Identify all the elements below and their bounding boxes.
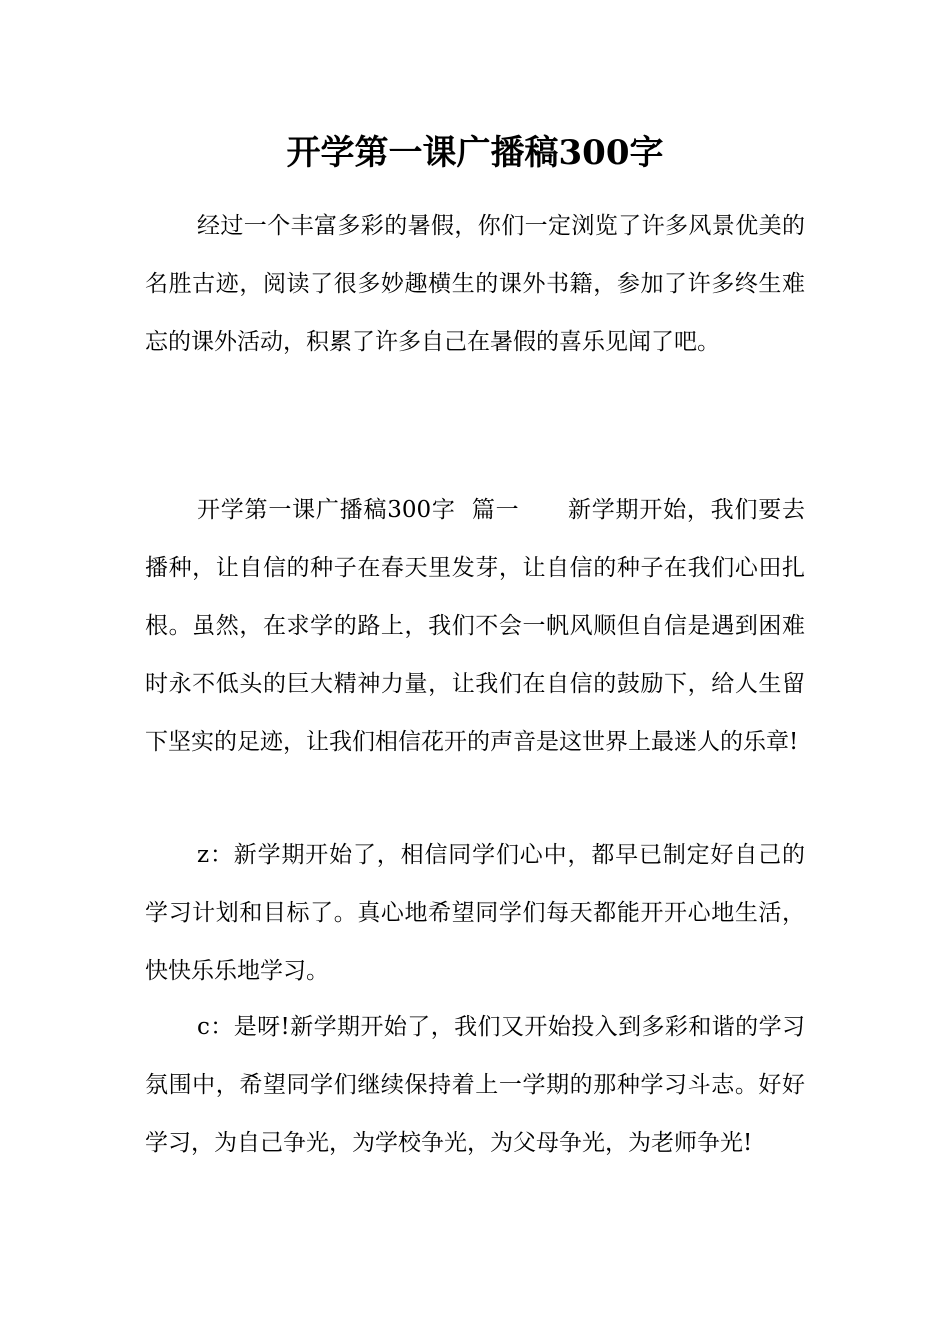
document-title: 开学第一课广播稿300字	[286, 133, 664, 173]
paragraph-c-speaker: c：是呀!新学期开始了，我们又开始投入到多彩和谐的学习氛围中，希望同学们继续保持着上一学期的那种学习斗志。好好学习，为自己争光，为学校争光，为父母争光，为老师争光!	[145, 1014, 805, 1156]
paragraph-intro: 经过一个丰富多彩的暑假，你们一定浏览了许多风景优美的名胜古迹，阅读了很多妙趣横生的课外书籍，参加了许多终生难忘的课外活动，积累了许多自己在暑假的喜乐见闻了吧。	[145, 213, 805, 355]
paragraph-z-speaker: z：新学期开始了，相信同学们心中，都早已制定好自己的学习计划和目标了。真心地希望同学们每天都能开开心地生活，快快乐乐地学习。	[145, 842, 805, 984]
paragraph-part-one: 开学第一课广播稿300字 篇一 新学期开始，我们要去播种，让自信的种子在春天里发芽，让自信的种子在我们心田扎根。虽然，在求学的路上，我们不会一帆风顺但自信是遇到困难时永不低头的巨大精神力量，让我们在自信的鼓励下，给人生留下坚实的足迹，让我们相信花开的声音是这世界上最迷人的乐章!	[145, 497, 805, 755]
